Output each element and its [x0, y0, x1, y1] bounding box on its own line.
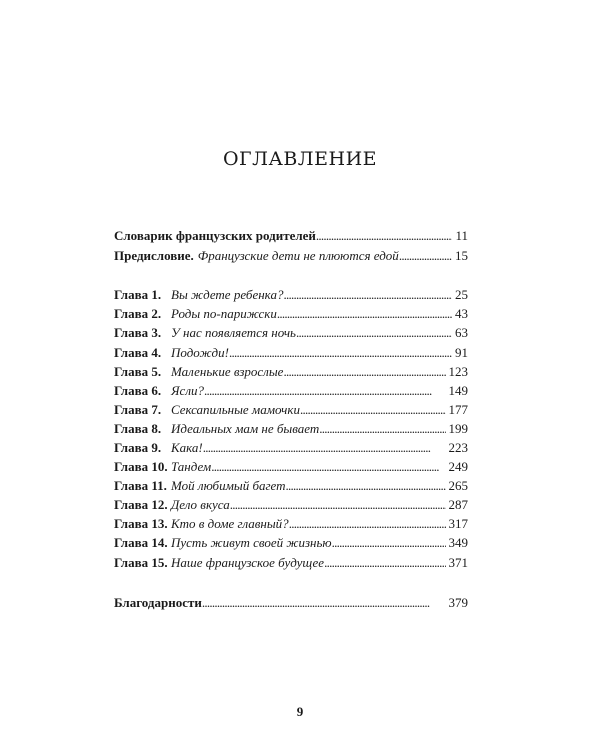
chapter-number: Глава 1.	[114, 287, 162, 302]
toc-page-number: 177	[448, 402, 468, 417]
toc-entry-label: Благодарности	[114, 595, 202, 610]
chapter-title: Дело вкуса	[171, 497, 230, 512]
chapter-title: Кто в доме главный?	[171, 516, 289, 531]
chapter-number: Глава 8.	[114, 421, 162, 436]
chapter-title: Подожди!	[171, 345, 229, 360]
chapter-number: Глава 9.	[114, 440, 162, 455]
leader-dots	[286, 476, 446, 496]
toc-chapter	[114, 533, 468, 553]
leader-dots	[229, 343, 452, 363]
leader-dots	[300, 400, 446, 420]
toc-page-number: 149	[448, 383, 468, 398]
chapter-number: Глава 13.	[114, 516, 168, 531]
leader-dots	[283, 285, 452, 305]
toc-page-number: 265	[448, 478, 468, 493]
toc-chapter	[114, 553, 468, 573]
toc-page-number: 349	[448, 535, 468, 550]
toc-chapter	[114, 323, 468, 343]
toc-entry-preface	[114, 246, 468, 266]
toc-page-number: 379	[448, 595, 468, 610]
chapter-title: Наше французское будущее	[171, 555, 325, 570]
chapter-title: Пусть живут своей жизнью	[171, 535, 332, 550]
chapter-number: Глава 14.	[114, 535, 168, 550]
toc-page-number: 25	[455, 287, 468, 302]
leader-dots	[230, 495, 446, 515]
leader-dots	[332, 533, 446, 553]
toc-page-number: 63	[455, 325, 468, 340]
leader-dots	[211, 457, 445, 477]
leader-dots	[324, 553, 445, 573]
toc-chapter	[114, 304, 468, 324]
chapter-number: Глава 11.	[114, 478, 167, 493]
toc-page-number: 371	[448, 555, 468, 570]
leader-dots	[277, 304, 452, 324]
toc-page-number: 15	[455, 248, 468, 263]
chapter-title: Тандем	[171, 459, 212, 474]
chapter-title: Ясли?	[171, 383, 204, 398]
toc-page-number: 249	[448, 459, 468, 474]
toc-chapter	[114, 419, 468, 439]
toc-entry-label: Словарик французских родителей	[114, 228, 316, 243]
toc-chapter	[114, 381, 468, 401]
leader-dots	[289, 514, 446, 534]
leader-dots	[399, 246, 452, 266]
leader-dots	[203, 438, 446, 458]
toc-page-number: 91	[455, 345, 468, 360]
chapter-number: Глава 6.	[114, 383, 162, 398]
toc-chapter	[114, 476, 468, 496]
chapter-number: Глава 2.	[114, 306, 162, 321]
chapter-title: Сексапильные мамочки	[171, 402, 300, 417]
toc-entry-label: Предисловие.	[114, 248, 194, 263]
toc-entry-acknowledgments	[114, 593, 468, 613]
chapter-number: Глава 10.	[114, 459, 168, 474]
toc-chapter	[114, 285, 468, 305]
leader-dots	[283, 362, 445, 382]
leader-dots	[296, 323, 452, 343]
toc-page-number: 317	[448, 516, 468, 531]
chapter-number: Глава 4.	[114, 345, 162, 360]
leader-dots	[204, 381, 446, 401]
toc-page-number: 223	[448, 440, 468, 455]
chapter-title: Вы ждете ребенка?	[171, 287, 284, 302]
toc-page-number: 11	[455, 228, 468, 243]
toc-chapter	[114, 514, 468, 534]
toc-chapter	[114, 400, 468, 420]
chapter-title: У нас появляется ночь	[171, 325, 296, 340]
toc-chapter	[114, 457, 468, 477]
toc-chapter	[114, 438, 468, 458]
page-number: 9	[296, 704, 304, 719]
toc-page-number: 123	[448, 364, 468, 379]
toc-chapter	[114, 343, 468, 363]
chapter-title: Идеальных мам не бывает	[171, 421, 320, 436]
toc-chapter	[114, 495, 468, 515]
leader-dots	[202, 593, 446, 613]
chapter-number: Глава 7.	[114, 402, 162, 417]
toc-chapter	[114, 362, 468, 382]
toc-entry-glossary	[114, 226, 468, 246]
chapter-title: Мой любимый багет	[171, 478, 286, 493]
page-title: ОГЛАВЛЕНИЕ	[222, 148, 378, 170]
leader-dots	[319, 419, 445, 439]
toc-page-number: 199	[448, 421, 468, 436]
chapter-number: Глава 5.	[114, 364, 162, 379]
leader-dots	[316, 226, 453, 246]
chapter-number: Глава 15.	[114, 555, 168, 570]
chapter-title: Маленькие взрослые	[171, 364, 284, 379]
chapter-number: Глава 12.	[114, 497, 168, 512]
chapter-title: Кака!	[171, 440, 203, 455]
toc-page-number: 287	[448, 497, 468, 512]
chapter-number: Глава 3.	[114, 325, 162, 340]
toc-entry-subtitle: Французские дети не плюются едой	[197, 248, 399, 263]
toc-page-number: 43	[455, 306, 468, 321]
chapter-title: Роды по-парижски	[171, 306, 277, 321]
